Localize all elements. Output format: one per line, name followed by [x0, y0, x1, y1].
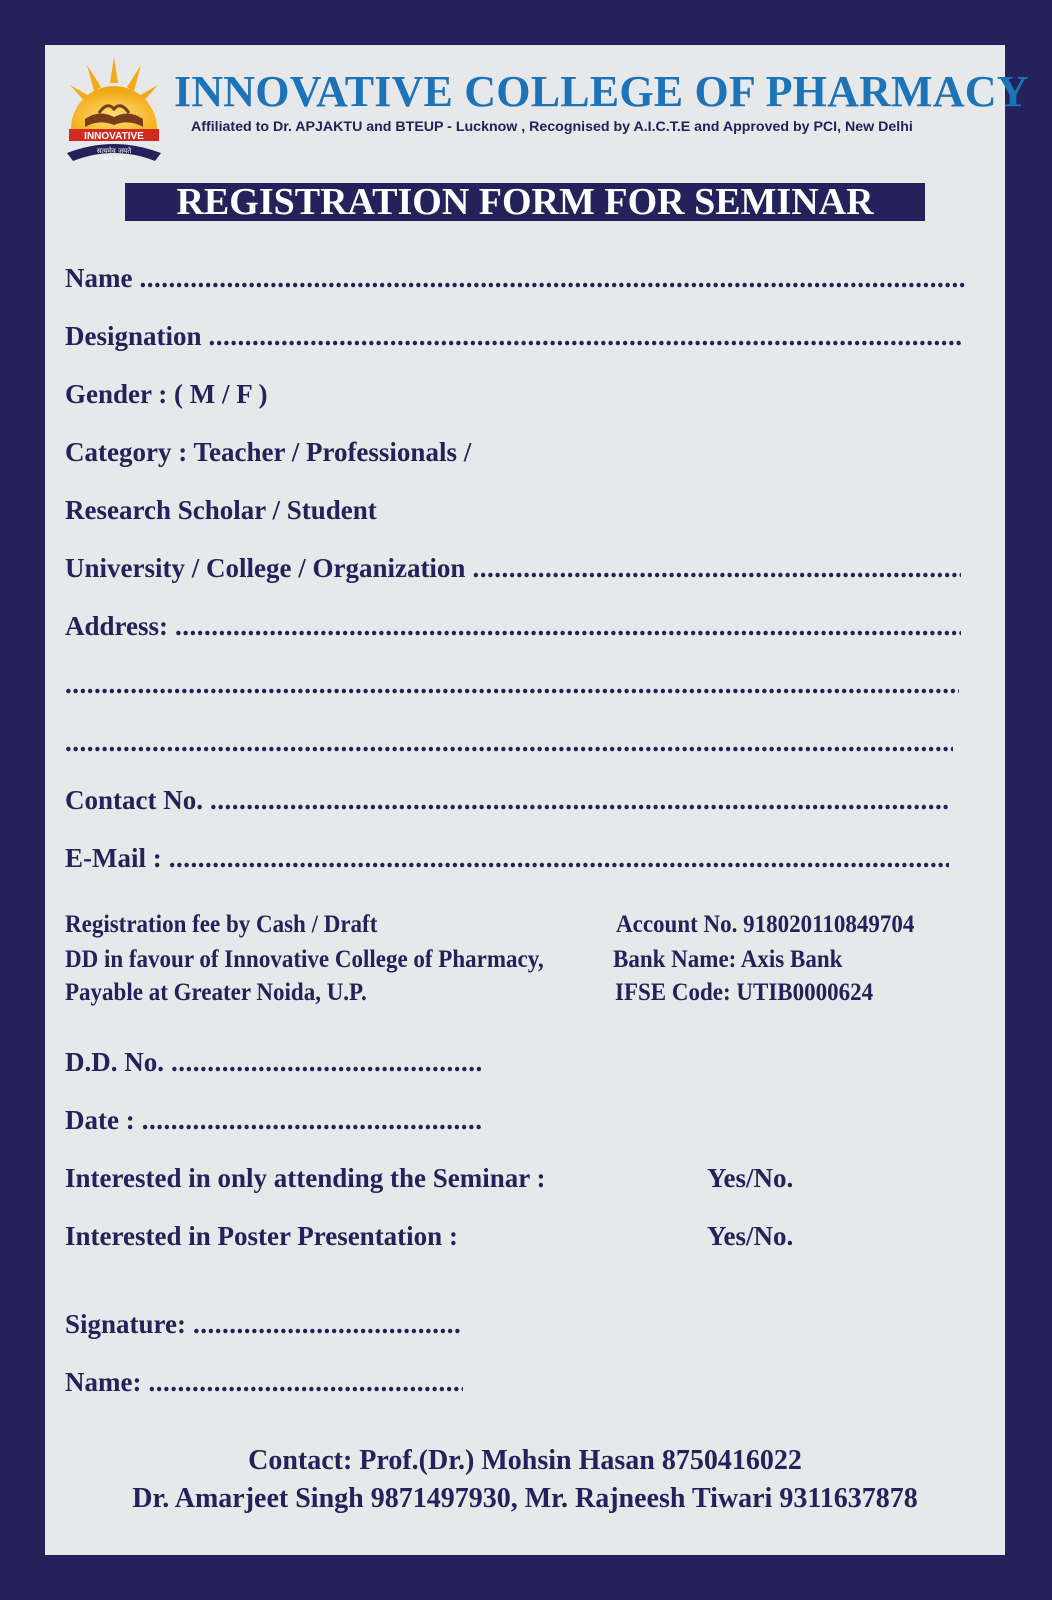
contact-line-2: Dr. Amarjeet Singh 9871497930, Mr. Rajneesh Tiwari 9311637878 [132, 1483, 918, 1514]
organization-field[interactable] [65, 553, 961, 584]
organization-label: University / College / Organization [65, 553, 466, 583]
address-blank-line1[interactable] [175, 611, 961, 642]
date-blank[interactable] [142, 1105, 481, 1136]
poster-yes-no[interactable]: Yes/No. [707, 1221, 794, 1251]
signoff-name-blank[interactable] [148, 1367, 463, 1398]
address-blank-line3[interactable] [65, 727, 953, 758]
payable-at-text: Payable at Greater Noida, U.P. [65, 979, 367, 1006]
college-name: INNOVATIVE COLLEGE OF PHARMACY [174, 67, 1029, 116]
signature-field[interactable] [65, 1309, 461, 1340]
email-field[interactable] [65, 843, 949, 874]
signature-blank[interactable] [193, 1309, 461, 1340]
affiliation-text: Affiliated to Dr. APJAKTU and BTEUP - Lucknow , Recognised by A.I.C.T.E and Approved by PCI, New Delhi [191, 119, 913, 135]
address-blank-line2[interactable] [65, 669, 959, 700]
address-line3-field[interactable] [65, 727, 953, 758]
organization-blank[interactable] [472, 553, 961, 584]
date-label: Date : [65, 1105, 135, 1135]
category-label-line1: Category : Teacher / Professionals / [65, 437, 472, 467]
email-label: E-Mail : [65, 843, 162, 873]
contact-line-1: Contact: Prof.(Dr.) Mohsin Hasan 8750416022 [248, 1445, 802, 1476]
address-field[interactable] [65, 611, 961, 642]
email-blank[interactable] [169, 843, 949, 874]
name-label: Name [65, 263, 133, 293]
designation-blank[interactable] [209, 321, 961, 352]
signoff-name-label: Name: [65, 1367, 142, 1397]
dd-no-blank[interactable] [171, 1047, 483, 1078]
address-line2-field[interactable] [65, 669, 959, 700]
dd-no-field[interactable] [65, 1047, 483, 1078]
ifse-code: IFSE Code: UTIB0000624 [615, 979, 874, 1006]
designation-field[interactable] [65, 321, 961, 352]
poster-question: Interested in Poster Presentation : [65, 1221, 458, 1251]
attending-yes-no[interactable]: Yes/No. [707, 1163, 794, 1193]
gender-label: Gender : ( M / F ) [65, 379, 268, 409]
signoff-name-field[interactable] [65, 1367, 463, 1398]
designation-label: Designation [65, 321, 202, 351]
college-logo [65, 53, 163, 165]
bank-name: Bank Name: Axis Bank [613, 946, 843, 973]
contact-no-blank[interactable] [210, 785, 949, 816]
category-label-line2: Research Scholar / Student [65, 495, 377, 525]
attending-question: Interested in only attending the Seminar : [65, 1163, 546, 1193]
name-blank[interactable] [139, 263, 967, 294]
contact-no-field[interactable] [65, 785, 949, 816]
date-field[interactable] [65, 1105, 481, 1136]
logo-motto: सत्यमेव जयते [96, 147, 132, 155]
logo-text: INNOVATIVE [84, 131, 144, 142]
contact-no-label: Contact No. [65, 785, 203, 815]
name-field[interactable] [65, 263, 967, 294]
payment-mode-text: Registration fee by Cash / Draft [65, 911, 378, 938]
registration-form-sheet [45, 45, 1029, 1555]
address-label: Address: [65, 611, 169, 641]
dd-no-label: D.D. No. [65, 1047, 164, 1077]
dd-favour-text: DD in favour of Innovative College of Pharmacy, [65, 946, 544, 973]
form-title: REGISTRATION FORM FOR SEMINAR [125, 183, 925, 221]
signature-label: Signature: [65, 1309, 187, 1339]
logo-estd: Estd. 2005 [103, 157, 125, 162]
account-number: Account No. 918020110849704 [616, 911, 915, 938]
